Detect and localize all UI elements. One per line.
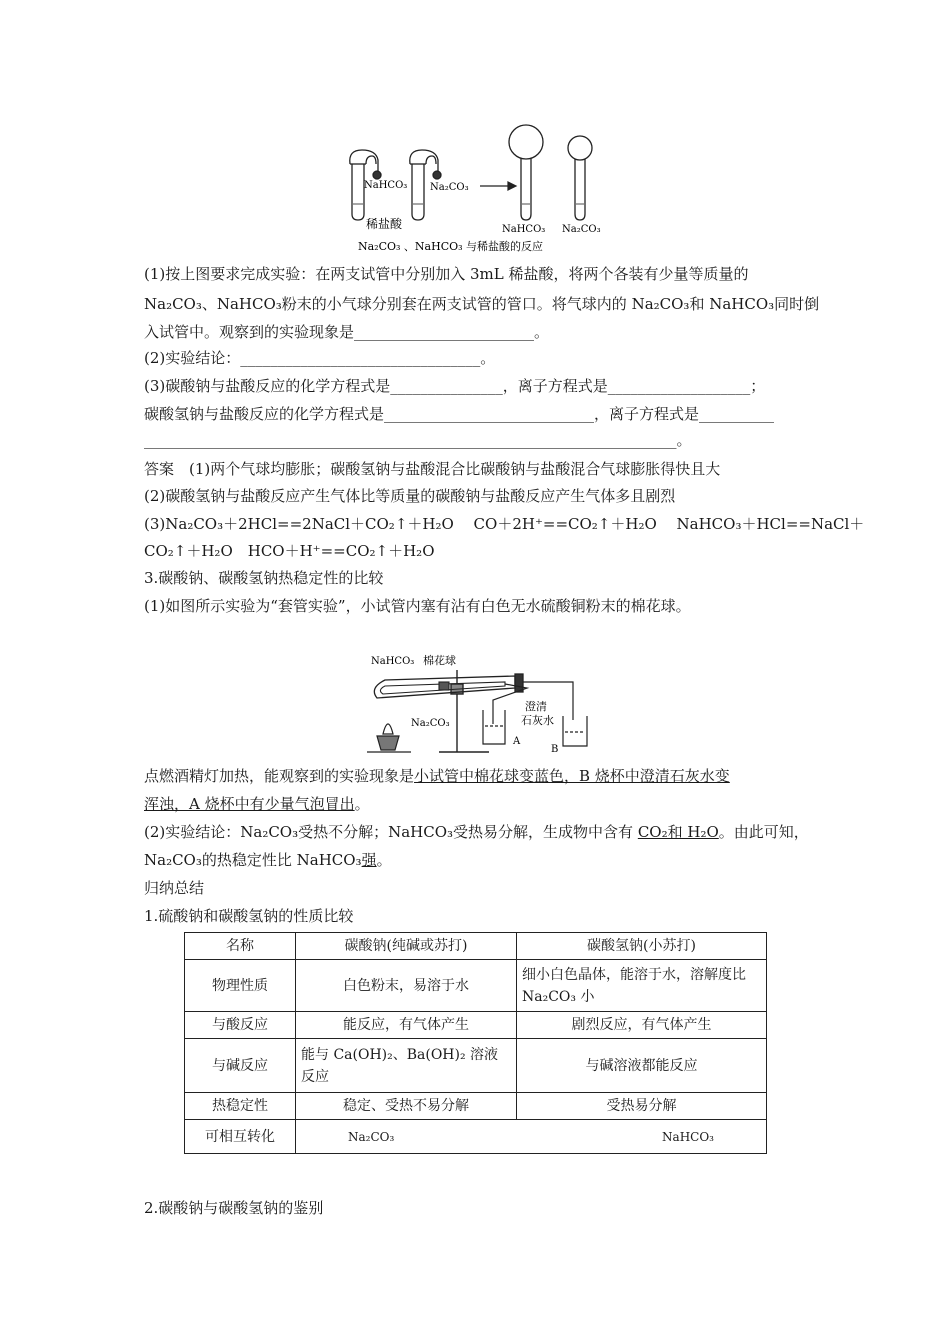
table-cell: 热稳定性 — [185, 1093, 296, 1120]
conclusion2-suffix: 。 — [376, 851, 392, 869]
q3-line-1: (3)碳酸钠与盐酸反应的化学方程式是_______________，离子方程式是___________________； — [144, 377, 766, 395]
fig2-label-a: A — [513, 736, 521, 747]
fig2-label-limewater-1: 澄清 — [525, 700, 547, 713]
reaction-arrow — [480, 182, 516, 190]
table-header-cell: 碳酸钠(纯碱或苏打) — [296, 933, 517, 960]
table-row — [185, 1120, 767, 1154]
table-cell: 能反应，有气体产生 — [296, 1012, 517, 1039]
summary-title: 归纳总结 — [144, 879, 205, 897]
fig2-label-nahco3: NaHCO₃ — [371, 656, 415, 667]
observation-line-2 — [144, 794, 370, 814]
q1-line-3: 入试管中。观察到的实验现象是________________________。 — [144, 323, 550, 341]
q2-line: (2)实验结论：________________________________。 — [144, 349, 496, 367]
conversion-nahco3: NaHCO₃ — [662, 1129, 714, 1144]
observation-line-1 — [144, 766, 730, 786]
fig1-label-na2co3: Na₂CO₃ — [430, 182, 469, 193]
conclusion-underlined: CO₂和 H₂O — [637, 823, 719, 841]
observation-prefix: 点燃酒精灯加热，能观察到的实验现象是 — [144, 767, 415, 785]
beaker-a — [483, 710, 505, 744]
table-cell: 剧烈反应，有气体产生 — [517, 1012, 767, 1039]
answer-line-3: (3)Na₂CO₃＋2HCl==2NaCl＋CO₂↑＋H₂O CO＋2H⁺==CO₂↑＋H₂O NaHCO₃＋HCl==NaCl＋ — [144, 515, 865, 533]
test-tube-4-small-balloon — [568, 136, 592, 220]
table-cell: 与碱反应 — [185, 1039, 296, 1093]
observation-underlined-1: 小试管中棉花球变蓝色，B 烧杯中澄清石灰水变 — [414, 767, 730, 785]
fig1-label-nahco3: NaHCO₃ — [364, 180, 408, 191]
figure-nested-tube-apparatus — [355, 640, 605, 758]
section3-paragraph-1: (1)如图所示实验为“套管实验”，小试管内塞有沾有白色无水硫酸铜粉末的棉花球。 — [144, 597, 691, 615]
beaker-b — [563, 716, 587, 746]
section3-title: 3.碳酸钠、碳酸氢钠热稳定性的比较 — [144, 569, 384, 587]
table-cell: 与碱溶液都能反应 — [517, 1039, 767, 1093]
observation-suffix: 。 — [354, 795, 370, 813]
fig1-label-na2co3-after: Na₂CO₃ — [562, 224, 601, 235]
conclusion2-prefix: Na₂CO₃的热稳定性比 NaHCO₃ — [144, 851, 362, 869]
q3-line-3: _______________________________________________________________________。 — [144, 431, 692, 449]
nested-tube-diagram — [355, 640, 605, 758]
observation-underlined-2: 浑浊，A 烧杯中有少量气泡冒出 — [144, 795, 355, 813]
table-cell: 能与 Ca(OH)₂、Ba(OH)₂ 溶液反应 — [296, 1039, 517, 1093]
conclusion-prefix: (2)实验结论：Na₂CO₃受热不分解；NaHCO₃受热易分解，生成物中含有 — [144, 823, 638, 841]
table-header-cell: 碳酸氢钠(小苏打) — [517, 933, 767, 960]
table-row — [185, 1039, 767, 1093]
table-cell: 细小白色晶体，能溶于水，溶解度比 Na₂CO₃ 小 — [517, 960, 767, 1012]
conclusion-line-1 — [144, 822, 809, 842]
answer-line-2: (2)碳酸氢钠与盐酸反应产生气体比等质量的碳酸钠与盐酸反应产生气体多且剧烈 — [144, 487, 676, 505]
fig2-label-b: B — [551, 744, 559, 755]
q1-line-2: Na₂CO₃、NaHCO₃粉末的小气球分别套在两支试管的管口。将气球内的 Na₂CO₃和 NaHCO₃同时倒 — [144, 295, 820, 313]
fig2-label-limewater-2: 石灰水 — [521, 714, 554, 727]
q3-line-2: 碳酸氢钠与盐酸反应的化学方程式是____________________________，离子方程式是__________ — [144, 405, 775, 423]
q1-line-1: (1)按上图要求完成实验：在两支试管中分别加入 3mL 稀盐酸，将两个各装有少量等质量的 — [144, 265, 749, 283]
fig1-caption: Na₂CO₃ 、NaHCO₃ 与稀盐酸的反应 — [358, 240, 544, 253]
summary-item-1: 1.硫酸钠和碳酸氢钠的性质比较 — [144, 907, 354, 925]
fig2-label-na2co3: Na₂CO₃ — [411, 718, 450, 729]
table-cell: 可相互转化 — [185, 1120, 296, 1154]
properties-table — [184, 932, 767, 1154]
table-header-row — [185, 933, 767, 960]
table-cell: 稳定、受热不易分解 — [296, 1093, 517, 1120]
answer-line-4: CO₂↑＋H₂O HCO＋H⁺==CO₂↑＋H₂O — [144, 542, 435, 560]
table-row — [185, 960, 767, 1012]
test-tube-3-large-balloon — [509, 125, 543, 220]
conclusion-line-2 — [144, 850, 392, 870]
table-cell: 与酸反应 — [185, 1012, 296, 1039]
summary-item-2: 2.碳酸钠与碳酸氢钠的鉴别 — [144, 1199, 324, 1217]
figure-balloon-experiment — [340, 120, 620, 260]
conversion-cell — [296, 1120, 767, 1154]
conclusion-suffix: 。由此可知， — [718, 823, 809, 841]
table-header-cell: 名称 — [185, 933, 296, 960]
balloon-experiment-diagram — [340, 120, 620, 260]
table-cell: 白色粉末，易溶于水 — [296, 960, 517, 1012]
table-row — [185, 1093, 767, 1120]
answer-line-1: 答案 (1)两个气球均膨胀；碳酸氢钠与盐酸混合比碳酸钠与盐酸混合气球膨胀得快且大 — [144, 460, 721, 478]
fig1-label-acid: 稀盐酸 — [366, 217, 403, 231]
table-cell: 受热易分解 — [517, 1093, 767, 1120]
table-cell: 物理性质 — [185, 960, 296, 1012]
conclusion2-underlined: 强 — [361, 851, 377, 869]
alcohol-lamp — [367, 724, 411, 752]
fig1-label-nahco3-after: NaHCO₃ — [502, 224, 546, 235]
table-row — [185, 1012, 767, 1039]
inner-test-tube — [380, 682, 505, 694]
fig2-label-cotton: 棉花球 — [423, 654, 456, 667]
conversion-na2co3: Na₂CO₃ — [348, 1129, 395, 1144]
